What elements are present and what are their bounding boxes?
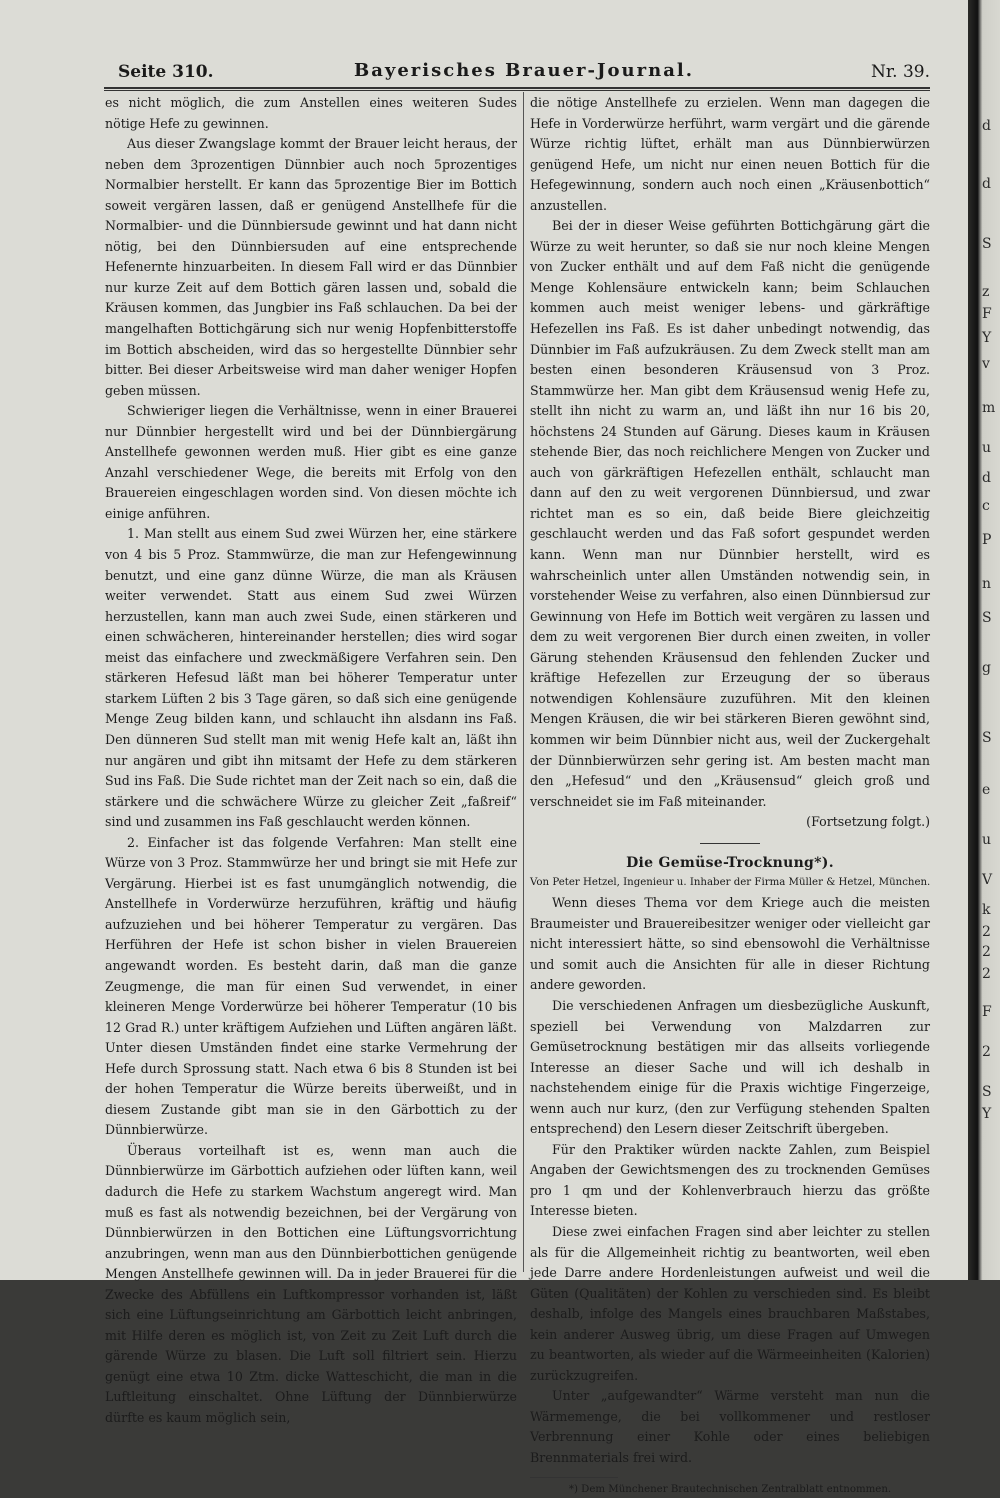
margin-glyph: v	[982, 356, 990, 372]
margin-glyph: F	[982, 1004, 992, 1020]
footnote-rule	[530, 1477, 618, 1478]
margin-glyph: g	[982, 660, 991, 676]
margin-glyph: c	[982, 498, 990, 514]
paragraph: Schwieriger liegen die Verhältnisse, wenn in einer Brauerei nur Dünnbier hergestellt wird und bei der Dünnbiergärung Anstellhefe gewonnen werden muß. Hier gibt es eine ganze Anzahl verschiedener Wege, die bereits mit Erfolg von den Brauereien eingeschlagen worden sind. Von diesen möchte ich einige anführen.	[105, 403, 517, 521]
paragraph: Diese zwei einfachen Fragen sind aber leichter zu stellen als für die Allgemeinheit richtig zu beantworten, weil eben jede Darre andere Hordenleistungen aufweist und weil die Güten (Qualitäten) der Kohlen zu verschieden sind. Es bleibt deshalb, infolge des Mangels eines brauchbaren Maßstabes, kein anderer Ausweg übrig, um diese Fragen auf Umwegen zu beantworten, als wieder auf die Wärmeeinheiten (Kalorien) zurückzugreifen.	[530, 1223, 930, 1383]
margin-glyph: z	[982, 284, 990, 300]
margin-glyph: Y	[982, 330, 992, 346]
margin-glyph: d	[982, 470, 991, 486]
paragraph: 1. Man stellt aus einem Sud zwei Würzen her, eine stärkere von 4 bis 5 Proz. Stammwürze, die man zur Hefengewinnung benutzt, und eine ganz dünne Würze, die man als Kräusen weiter verwendet. Statt aus einem Sud zwei Würzen herzustellen, kann man auch zwei Sude, einen stärkeren und einen schwächeren, hintereinander herstellen; dies wird sogar meist das einfachere und zweckmäßigere Verfahren sein. Den stärkeren Hefesud läßt man bei höherer Temperatur unter starkem Lüften 2 bis 3 Tage gären, so daß sich eine genügende Menge Zeug bilden kann, und schlaucht ihn alsdann ins Faß. Den dünneren Sud stellt man mit wenig Hefe kalt an, läßt ihn nur angären und gibt ihn mitsamt der Hefe zu dem stärkeren Sud ins Faß. Die Sude richtet man der Zeit nach so ein, daß die stärkere und die schwächere Würze zu gleicher Zeit „faßreif“ sind und zusammen ins Faß geschlaucht werden können.	[105, 526, 517, 830]
right-column	[530, 93, 931, 1495]
margin-glyph: n	[982, 576, 992, 592]
margin-glyph: k	[982, 902, 991, 918]
issue-number: Nr. 39.	[871, 62, 930, 82]
journal-title: Bayerisches Brauer-Journal.	[354, 60, 694, 81]
paragraph: Für den Praktiker würden nackte Zahlen, zum Beispiel Angaben der Gewichtsmengen des zu trocknenden Gemüses pro 1 qm und der Kohlenverbrauch hierzu das größte Interesse bieten.	[530, 1141, 930, 1219]
article-title: Die Gemüse-Trocknung*).	[626, 854, 834, 871]
paragraph: es nicht möglich, die zum Anstellen eines weiteren Sudes nötige Hefe zu gewinnen.	[105, 95, 517, 131]
margin-glyph: d	[982, 118, 991, 134]
page-header	[118, 58, 930, 86]
page-number: Seite 310.	[118, 62, 214, 82]
paragraph: Bei der in dieser Weise geführten Bottichgärung gärt die Würze zu weit herunter, so daß sie nur noch kleine Mengen von Zucker enthält und auf dem Faß nicht die genügende Menge Kohlensäure entwickeln kann; beim Schlauchen kommen auch meist weniger lebens- und gärkräftige Hefezellen ins Faß. Es ist daher unbedingt notwendig, das Dünnbier im Faß aufzukräusen. Zu dem Zweck stellt man am besten einen besonderen Kräusensud von 3 Proz. Stammwürze her. Man gibt dem Kräusensud wenig Hefe zu, stellt ihn nicht zu warm an, und läßt ihn nur 16 bis 20, höchstens 24 Stunden auf Gärung. Dieses kaum in Kräusen stehende Bier, das noch reichlichere Mengen von Zucker und auch von gärkräftigen Hefezellen enthält, schlaucht man dann auf den zu weit vergorenen Dünnbiersud, und zwar richtet man es so ein, daß beide Biere gleichzeitig geschlaucht werden und das Faß sofort gespundet werden kann. Wenn man nur Dünnbier herstellt, wird es wahrscheinlich unter allen Umständen notwendig sein, in vorstehender Weise zu verfahren, also einen Dünnbiersud zur Gewinnung von Hefe im Bottich weit vergären zu lassen und dem zu weit vergorenen Bier durch einen zweiten, in voller Gärung stehenden Kräusensud den fehlenden Zucker und kräftige Hefezellen zur Erzeugung der so überaus notwendigen Kohlensäure zuzuführen. Mit den kleinen Mengen Kräusen, die wir bei stärkeren Bieren gewöhnt sind, kommen wir beim Dünnbier nicht aus, weil der Zuckergehalt der Dünnbierwürzen sehr gering ist. Am besten macht man den „Hefesud“ und den „Kräusensud“ gleich groß und verschneidet sie im Faß miteinander.	[530, 218, 930, 809]
margin-glyph: V	[982, 872, 993, 888]
margin-glyph: S	[982, 730, 992, 746]
margin-glyph: S	[982, 236, 992, 252]
paragraph: die nötige Anstellhefe zu erzielen. Wenn man dagegen die Hefe in Vorderwürze herführt, warm vergärt und die gärende Würze richtig lüftet, erhält man aus Dünnbierwürzen genügend Hefe, um nicht nur einen neuen Bottich für die Hefegewinnung, sondern auch noch einen „Kräusenbottich“ anzustellen.	[530, 95, 930, 213]
paragraph: Überaus vorteilhaft ist es, wenn man auch die Dünnbierwürze im Gärbottich aufziehen oder lüften kann, weil dadurch die Hefe zu starkem Wachstum angeregt wird. Man muß es fast als notwendig bezeichnen, bei der Vergärung von Dünnbierwürzen in den Bottichen eine Lüftungsvorrichtung anzubringen, wenn man aus den Dünnbierbottichen genügende Mengen Anstellhefe gewinnen will. Da in jeder Brauerei für die Zwecke des Abfüllens ein Luftkompressor vorhanden ist, läßt sich eine Lüftungseinrichtung am Gärbottich leicht anbringen, mit Hilfe deren es möglich ist, von Zeit zu Zeit Luft durch die gärende Würze zu blasen. Die Luft soll filtriert sein. Hierzu genügt eine etwa 10 Ztm. dicke Watteschicht, die man in die Luftleitung einschaltet. Ohne Lüftung der Dünnbierwürze dürfte es kaum möglich sein,	[105, 1142, 517, 1425]
paragraph: Wenn dieses Thema vor dem Kriege auch die meisten Braumeister und Brauereibesitzer weniger oder vielleicht gar nicht interessiert hätte, so sind ebensowohl die Verhältnisse und somit auch die Ansichten für alle in dieser Richtung andere geworden.	[530, 895, 930, 993]
margin-glyph: m	[982, 400, 996, 416]
margin-glyph: 2	[982, 944, 991, 960]
margin-glyph: 2	[982, 924, 991, 940]
header-rule	[104, 87, 930, 89]
margin-glyph: S	[982, 610, 992, 626]
section-divider	[700, 843, 760, 844]
margin-glyph: u	[982, 832, 992, 848]
margin-glyph: F	[982, 306, 992, 322]
paragraph: Unter „aufgewandter“ Wärme versteht man nun die Wärmemenge, die bei vollkommener und restloser Verbrennung einer Kohle oder eines beliebigen Brennmaterials frei wird.	[530, 1388, 930, 1465]
margin-glyph: Y	[982, 1106, 992, 1122]
paragraph: 2. Einfacher ist das folgende Verfahren: Man stellt eine Würze von 3 Proz. Stammwürze her und bringt sie mit Hefe zur Vergärung. Hierbei ist es fast unumgänglich notwendig, die Anstellhefe in Vorderwürze herzuführen, kräftig und häufig aufzuziehen und bei höherer Temperatur zu vergären. Das Herführen der Hefe ist schon bisher in vielen Brauereien angewandt worden. Es besteht darin, daß man die ganze Zeugmenge, die man für einen Sud verwendet, in einer kleineren Menge Vorderwürze bei höherer Temperatur (10 bis 12 Grad R.) unter kräftigem Aufziehen und Lüften angären läßt. Unter diesen Umständen findet eine starke Vermehrung der Hefe durch Sprossung statt. Nach etwa 6 bis 8 Stunden ist bei der hohen Temperatur die Würze bereits überweißt, und in diesem Zustande gibt man sie in den Gärbottich zu der Dünnbierwürze.	[105, 834, 517, 1138]
margin-glyph: 2	[982, 966, 991, 982]
left-column	[105, 93, 517, 1425]
article-byline: Von Peter Hetzel, Ingenieur u. Inhaber der Firma Müller & Hetzel, München.	[530, 877, 931, 889]
footnote: *) Dem Münchener Brautechnischen Zentralblatt entnommen.	[568, 1483, 892, 1495]
margin-glyph: u	[982, 440, 992, 456]
page-binding-edge	[968, 0, 1000, 1280]
column-separator	[523, 92, 524, 1272]
paragraph: Aus dieser Zwangslage kommt der Brauer leicht heraus, der neben dem 3prozentigen Dünnbier auch noch 5prozentiges Normalbier herstellt. Er kann das 5prozentige Bier im Bottich soweit vergären lassen, daß er genügend Anstellhefe für die Normalbier- und die Dünnbiersude gewinnt und hat dann nicht nötig, bei den Dünnbiersuden auf eine entsprechende Hefenernte hinzuarbeiten. In diesem Fall wird er das Dünnbier nur kurze Zeit auf dem Bottich gären lassen und, sobald die Kräusen kommen, das Jungbier ins Faß schlauchen. Da bei der mangelhaften Bottichgärung sich nur wenig Hopfenbitterstoffe im Bottich abscheiden, wird das so hergestellte Dünnbier sehr bitter. Bei dieser Arbeitsweise wird man daher weniger Hopfen geben müssen.	[105, 136, 517, 398]
margin-glyph: 2	[982, 1044, 991, 1060]
continuation-note: (Fortsetzung folgt.)	[806, 814, 930, 830]
margin-glyph: S	[982, 1084, 992, 1100]
paragraph: Die verschiedenen Anfragen um diesbezügliche Auskunft, speziell bei Verwendung von Malzdarren zur Gemüsetrocknung bestätigen mir das allseits vorliegende Interesse an dieser Sache und will ich deshalb in nachstehendem einige für die Praxis wichtige Fingerzeige, wenn auch nur kurz, (den zur Verfügung stehenden Spalten entsprechend) den Lesern dieser Zeitschrift übergeben.	[530, 997, 930, 1137]
margin-glyph: d	[982, 176, 991, 192]
margin-glyph: e	[982, 782, 991, 798]
header-rule-thin	[104, 90, 930, 91]
margin-glyph: P	[982, 532, 992, 548]
